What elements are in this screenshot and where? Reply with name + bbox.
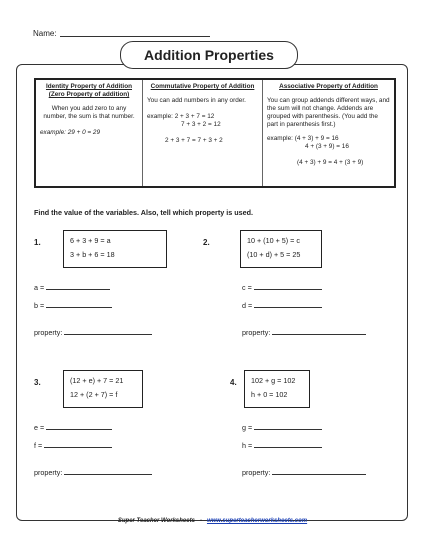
footer-separator: - <box>199 518 202 524</box>
identity-subheading: (Zero Property of addition) <box>48 91 130 98</box>
answer-row <box>242 283 322 292</box>
commutative-text: You can add numbers in any order. <box>147 97 246 104</box>
equation: 6 + 3 + 9 = a <box>70 236 111 245</box>
problem-number: 3. <box>34 378 41 387</box>
problem-number: 2. <box>203 238 210 247</box>
answer-line[interactable] <box>254 301 322 308</box>
properties-table <box>34 78 396 188</box>
answer-row <box>242 441 322 450</box>
property-answer-line[interactable] <box>64 328 152 335</box>
answer-line[interactable] <box>46 423 112 430</box>
equation: h + 0 = 102 <box>251 390 288 399</box>
identity-text: When you add zero to any number, the sum is that number. <box>43 105 135 120</box>
property-row <box>242 468 366 477</box>
page-title: Addition Properties <box>120 41 298 69</box>
commutative-property-cell <box>143 80 263 186</box>
commutative-example-1: example: 2 + 3 + 7 = 12 <box>147 113 215 120</box>
property-answer-line[interactable] <box>64 468 152 475</box>
property-label: property: <box>242 328 271 337</box>
problem-number: 4. <box>230 378 237 387</box>
variable-label: b = <box>34 301 45 310</box>
property-row <box>34 328 152 337</box>
commutative-heading: Commutative Property of Addition <box>150 83 255 90</box>
answer-line[interactable] <box>254 441 322 448</box>
answer-line[interactable] <box>46 301 112 308</box>
equation-box <box>63 230 167 268</box>
footer-link[interactable]: www.superteacherworksheets.com <box>206 518 308 524</box>
answer-row <box>34 283 110 292</box>
property-row <box>242 328 366 337</box>
instructions: Find the value of the variables. Also, tell which property is used. <box>34 208 254 217</box>
associative-text: You can group addends different ways, and the sum will not change. Addends are grouped with parenthesis. (You add the part in parenthesis first.) <box>267 97 390 128</box>
answer-line[interactable] <box>254 423 322 430</box>
commutative-example-2: 7 + 3 + 2 = 12 <box>181 121 221 128</box>
variable-label: c = <box>242 283 252 292</box>
equation-box <box>240 230 322 268</box>
equation: (12 + e) + 7 = 21 <box>70 376 124 385</box>
name-field[interactable] <box>60 36 210 37</box>
variable-label: g = <box>242 423 253 432</box>
property-row <box>34 468 152 477</box>
variable-label: e = <box>34 423 45 432</box>
equation-box <box>63 370 143 408</box>
problem-number: 1. <box>34 238 41 247</box>
name-label: Name: <box>33 29 57 38</box>
answer-row <box>34 301 112 310</box>
answer-line[interactable] <box>44 441 112 448</box>
property-answer-line[interactable] <box>272 328 366 335</box>
identity-example: example: 29 + 0 = 29 <box>40 129 101 136</box>
variable-label: a = <box>34 283 45 292</box>
equation: (10 + d) + 5 = 25 <box>247 250 301 259</box>
answer-line[interactable] <box>254 283 322 290</box>
answer-row <box>34 441 112 450</box>
property-label: property: <box>34 328 63 337</box>
variable-label: h = <box>242 441 253 450</box>
associative-example-1: example: (4 + 3) + 9 = 16 <box>267 135 339 142</box>
answer-row <box>242 423 322 432</box>
equation: 12 + (2 + 7) = f <box>70 390 118 399</box>
equation: 3 + b + 6 = 18 <box>70 250 115 259</box>
property-label: property: <box>242 468 271 477</box>
equation: 102 + g = 102 <box>251 376 296 385</box>
answer-line[interactable] <box>46 283 110 290</box>
equation-box <box>244 370 310 408</box>
associative-example-2: 4 + (3 + 9) = 16 <box>305 143 349 150</box>
variable-label: f = <box>34 441 43 450</box>
answer-row <box>34 423 112 432</box>
identity-heading: Identity Property of Addition <box>45 83 133 90</box>
property-answer-line[interactable] <box>272 468 366 475</box>
answer-row <box>242 301 322 310</box>
commutative-example-3: 2 + 3 + 7 = 7 + 3 + 2 <box>165 137 223 144</box>
equation: 10 + (10 + 5) = c <box>247 236 300 245</box>
footer-brand: Super Teacher Worksheets <box>117 518 195 524</box>
associative-example-3: (4 + 3) + 9 = 4 + (3 + 9) <box>297 159 364 166</box>
variable-label: d = <box>242 301 253 310</box>
associative-heading: Associative Property of Addition <box>279 83 378 90</box>
footer <box>0 518 425 524</box>
associative-property-cell <box>263 80 394 186</box>
property-label: property: <box>34 468 63 477</box>
identity-property-cell <box>36 80 143 186</box>
